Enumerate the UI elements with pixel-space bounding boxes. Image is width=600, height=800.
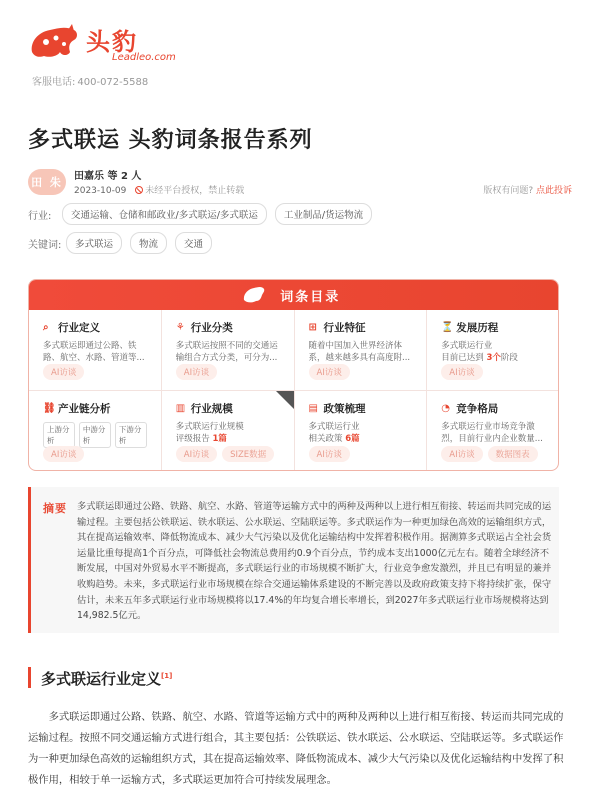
keyword-label: 关键词:	[28, 239, 62, 251]
catalog-item-desc: 多式联运按照不同的交通运 输组合方式分类，可分为...	[175, 341, 278, 363]
ai-interview-chip[interactable]: AI访谈	[309, 446, 350, 462]
keyword-tag[interactable]: 物流	[130, 232, 167, 254]
catalog-item-title: 行业定义	[58, 322, 100, 334]
brand-name-en: Leadleo.com	[112, 52, 176, 63]
grid-feature-icon: ⊞	[308, 321, 317, 333]
catalog-item-title: 发展历程	[456, 322, 499, 334]
size-data-chip[interactable]: SIZE数据	[222, 446, 274, 462]
industry-tag[interactable]: 交通运输、仓储和邮政业/多式联运/多式联运	[62, 203, 267, 225]
abstract-text: 多式联运即通过公路、铁路、航空、水路、管道等运输方式中的两种及两种以上进行相互衔接、转运而共同完成的运输过程。主要包括公铁联运、铁水联运、公水联运、空陆联运等。多式联运作为一种更加绿色高效的运输组织方式，其在提高运输效率、降低物流成本、减少大气污染以及优化运输结构中发挥着积极作用。据测算多式联运占全社会货运量比重每提高1个百分点，可降低社会物流总费用约0.9个百分点，节约成本支出1000亿元左右。随着全球经济不断发展，中国对外贸易水平不断提高，多式联运行业的市场规模不断扩大，行业竞争愈发激烈，并且已有明显的兼并收购趋势。未来，多式联运行业市场规模在综合交通运输体系建设的不断完善以及政府政策支持下将持续扩张，保守估计，未来五年多式联运行业市场规模将以17.4%的年均复合增长率增长，到2027年多式联运行业市场规模将达到14,982.5亿元。	[77, 501, 552, 622]
industry-tag[interactable]: 工业制品/货运物流	[275, 203, 372, 225]
ai-interview-chip[interactable]: AI访谈	[176, 364, 217, 380]
catalog-item-desc: 多式联运行业市场竞争激 烈，目前行业内企业数量...	[441, 422, 543, 444]
section-body: 多式联运即通过公路、铁路、航空、水路、管道等运输方式中的两种及两种以上进行相互衔接、转运而共同完成的运输过程。按照不同交通运输方式进行组合，其主要包括：公铁联运、铁水联运、公水联运、空陆联运等。多式联运作为一种更加绿色高效的运输组织方式，其在提高运输效率、降低物流成本、减少大气污染以及优化运输结构中发挥了积极作用，相较于单一运输方式，多式联运更加符合可持续发展理念。	[28, 711, 564, 786]
catalog-item-title: 产业链分析	[58, 403, 111, 415]
org-chart-icon: ⚘	[175, 321, 185, 333]
downstream-chip[interactable]: 下游分析	[115, 422, 147, 448]
ai-interview-chip[interactable]: AI访谈	[43, 364, 84, 380]
catalog-item-title: 政策梳理	[323, 403, 366, 415]
ai-interview-chip[interactable]: AI访谈	[309, 364, 350, 380]
section-title	[28, 667, 172, 688]
catalog-item-desc: 随着中国加入世界经济体 系，越来越多具有高度附...	[308, 341, 411, 363]
brand-name-cn: 头豹	[86, 28, 138, 56]
author-name[interactable]: 田嘉乐 等 2 人	[74, 171, 142, 182]
hotline-number: 400-072-5588	[77, 77, 149, 88]
search-doc-icon: ⌕	[43, 321, 49, 333]
abstract-box	[28, 487, 559, 633]
leopard-logo-icon	[28, 22, 80, 62]
ai-interview-chip[interactable]: AI访谈	[441, 446, 482, 462]
catalog-grid	[29, 310, 559, 471]
upstream-chip[interactable]: 上游分析	[43, 422, 75, 448]
no-auth-text: 未经平台授权，禁止转载	[145, 186, 245, 196]
midstream-chip[interactable]: 中游分析	[79, 422, 111, 448]
complaint-link[interactable]: 点此投诉	[535, 186, 572, 196]
catalog-item-desc: 多式联运行业 目前已达到 3个阶段	[441, 341, 518, 363]
section-title-text: 多式联运行业定义	[41, 670, 162, 688]
policy-doc-icon: ▤	[308, 402, 318, 414]
author-row	[28, 167, 572, 197]
copyright-question: 版权有问题?	[483, 186, 534, 196]
copyright-notice	[483, 183, 572, 196]
prohibited-icon	[135, 186, 143, 194]
catalog-item-title: 行业分类	[190, 322, 233, 334]
catalog-panel	[28, 279, 559, 471]
data-chart-chip[interactable]: 数据图表	[488, 446, 538, 462]
catalog-item-classification[interactable]	[162, 310, 295, 391]
catalog-item-definition[interactable]	[29, 310, 162, 391]
catalog-item-industry-chain[interactable]	[29, 391, 162, 471]
catalog-item-desc: 多式联运即通过公路、铁 路、航空、水路、管道等...	[43, 341, 145, 363]
history-icon: ⏳	[441, 321, 454, 333]
no-auth-notice	[135, 186, 244, 196]
catalog-item-desc: 多式联运行业规模 评级报告 1篇	[175, 422, 244, 444]
keyword-tag[interactable]: 多式联运	[66, 232, 122, 254]
ai-interview-chip[interactable]: AI访谈	[176, 446, 217, 462]
corner-flag-icon	[276, 391, 294, 409]
catalog-item-market-size[interactable]	[162, 391, 295, 471]
catalog-item-policy[interactable]	[295, 391, 428, 471]
industry-row	[28, 204, 572, 224]
avatar: 田 朱	[28, 169, 66, 195]
brand-logo[interactable]	[28, 18, 176, 70]
catalog-item-competition[interactable]	[427, 391, 559, 471]
page-title: 多式联运 头豹词条报告系列	[28, 128, 313, 153]
catalog-title: 词条目录	[280, 290, 341, 305]
author-meta	[74, 183, 244, 196]
catalog-item-title: 行业规模	[190, 403, 233, 415]
catalog-header	[29, 280, 558, 310]
industry-label: 行业:	[28, 210, 52, 222]
catalog-item-desc: 多式联运行业 相关政策 6篇	[308, 422, 360, 444]
ai-interview-chip[interactable]: AI访谈	[441, 364, 482, 380]
keyword-row	[28, 233, 572, 253]
bar-chart-icon: ▥	[175, 402, 186, 414]
hotline	[30, 73, 148, 88]
keyword-tag[interactable]: 交通	[175, 232, 212, 254]
competition-icon: ◔	[441, 402, 450, 414]
leopard-logo-icon	[242, 284, 266, 306]
reference-link[interactable]: [1]	[161, 672, 173, 680]
catalog-item-features[interactable]	[295, 310, 428, 391]
catalog-item-history[interactable]	[427, 310, 559, 391]
catalog-item-title: 行业特征	[323, 322, 366, 334]
hotline-label: 客服电话:	[32, 77, 76, 88]
abstract-label: 摘要	[43, 502, 67, 515]
chain-icon: ⛓	[43, 402, 56, 414]
publish-date: 2023-10-09	[74, 186, 127, 196]
catalog-item-title: 竞争格局	[456, 403, 499, 415]
ai-interview-chip[interactable]: AI访谈	[43, 446, 84, 462]
